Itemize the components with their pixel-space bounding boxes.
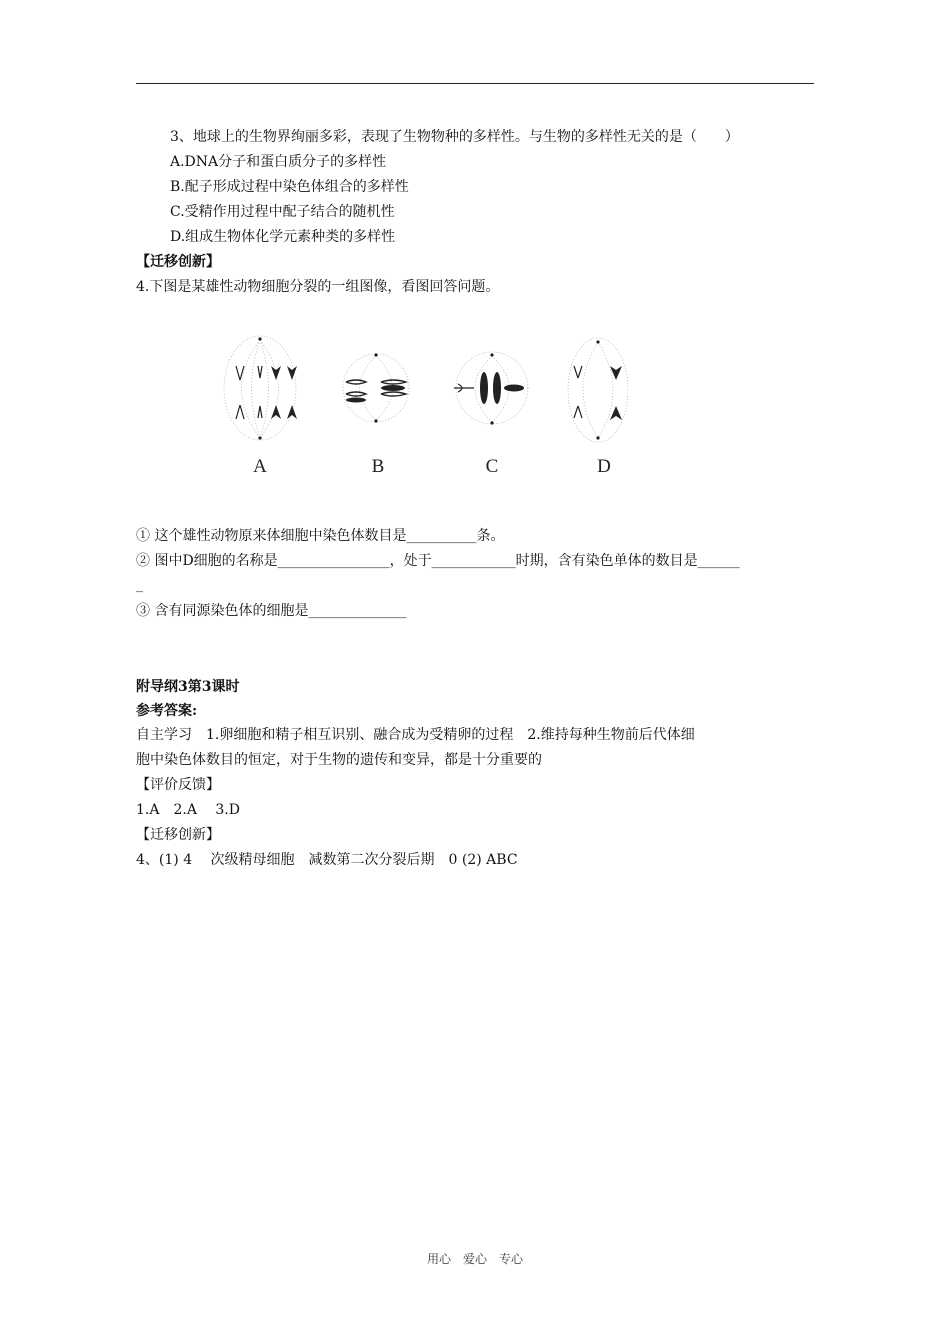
cell-d-chromosomes: [574, 366, 582, 418]
header-rule: [136, 83, 814, 84]
q3-option-c: C.受精作用过程中配子结合的随机性: [170, 204, 395, 220]
figure-label-d: D: [597, 456, 611, 477]
q3-stem: 3、地球上的生物界绚丽多彩，表现了生物物种的多样性。与生物的多样性无关的是（ ）: [170, 129, 739, 145]
q4-sub3: ③ 含有同源染色体的细胞是______________: [136, 603, 407, 619]
figure-label-a: A: [253, 456, 267, 477]
transfer-answers: 4、(1) 4 次级精母细胞 减数第二次分裂后期 0 (2) ABC: [136, 852, 518, 868]
q4-sub2: ② 图中D细胞的名称是________________，处于____________时期，含有染色单体的数目是______: [136, 553, 740, 569]
q4-sub2-continuation: _: [136, 577, 143, 593]
answer-line-1: 自主学习 1.卵细胞和精子相互识别、融合成为受精卵的过程 2.维持每种生物前后代体细: [136, 727, 695, 743]
q4-sub1: ① 这个雄性动物原来体细胞中染色体数目是__________条。: [136, 528, 505, 544]
cell-a-chromosomes-dark: [271, 366, 297, 419]
cell-a-outline: [224, 336, 296, 440]
page-footer: 用心 爱心 专心: [426, 1252, 523, 1266]
cell-a-chromosomes: [236, 366, 262, 419]
transfer-heading: 【迁移创新】: [136, 254, 220, 270]
q3-option-a: A.DNA分子和蛋白质分子的多样性: [170, 154, 387, 170]
appendix-title: 附导纲3第3课时: [136, 679, 240, 695]
feedback-answers: 1.A 2.A 3.D: [136, 802, 240, 818]
figure-label-b: B: [371, 456, 385, 477]
answer-transfer-heading: 【迁移创新】: [136, 827, 220, 843]
figure-label-c: C: [485, 456, 499, 477]
cell-division-figure: [218, 330, 628, 480]
q4-stem: 4.下图是某雄性动物细胞分裂的一组图像，看图回答问题。: [136, 279, 500, 295]
q3-option-b: B.配子形成过程中染色体组合的多样性: [170, 179, 409, 195]
q3-option-d: D.组成生物体化学元素种类的多样性: [170, 229, 396, 245]
feedback-heading: 【评价反馈】: [136, 777, 220, 793]
answer-heading: 参考答案:: [136, 703, 198, 719]
cell-c-chromosomes: [480, 372, 524, 404]
answer-line-2: 胞中染色体数目的恒定，对于生物的遗传和变异，都是十分重要的: [136, 752, 542, 768]
cell-d-outline: [568, 338, 628, 442]
